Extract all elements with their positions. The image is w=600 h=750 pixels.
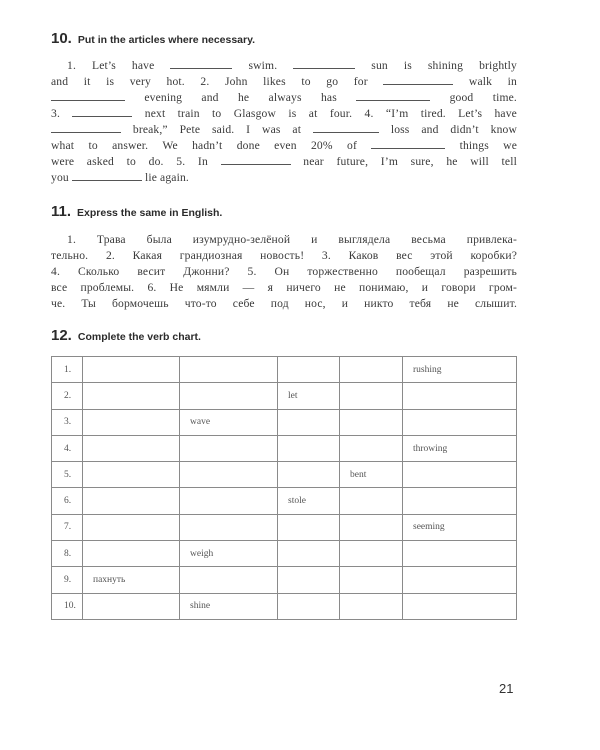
ex11-line-1: 1. Трава была изумрудно-зелёной и выглядела весьма привлека-	[67, 233, 517, 246]
exercise-11-heading	[51, 203, 222, 221]
row-number: 8.	[52, 541, 83, 567]
answer-blank[interactable]	[293, 58, 355, 69]
empty-answer-cell[interactable]	[340, 593, 403, 619]
ex11-line-2: тельно. 2. Какая грандиозная новость! 3. Каков вес этой коробки?	[51, 249, 517, 262]
verb-form-cell: seeming	[403, 514, 517, 540]
answer-blank[interactable]	[72, 106, 132, 117]
verb-form-cell: shine	[180, 593, 278, 619]
empty-answer-cell[interactable]	[83, 593, 180, 619]
verb-chart-row	[52, 409, 517, 435]
empty-answer-cell[interactable]	[83, 541, 180, 567]
verb-chart-row	[52, 514, 517, 540]
empty-answer-cell[interactable]	[180, 383, 278, 409]
empty-answer-cell[interactable]	[340, 514, 403, 540]
empty-answer-cell[interactable]	[340, 409, 403, 435]
row-number: 4.	[52, 435, 83, 461]
exercise-12-heading	[51, 327, 201, 345]
empty-answer-cell[interactable]	[403, 567, 517, 593]
empty-answer-cell[interactable]	[403, 409, 517, 435]
answer-blank[interactable]	[72, 170, 142, 181]
empty-answer-cell[interactable]	[180, 488, 278, 514]
ex11-line-4: все проблемы. 6. Не мямли — я ничего не понимаю, и говори гром-	[51, 281, 517, 294]
empty-answer-cell[interactable]	[403, 462, 517, 488]
empty-answer-cell[interactable]	[340, 435, 403, 461]
verb-chart-row	[52, 488, 517, 514]
row-number: 3.	[52, 409, 83, 435]
row-number: 9.	[52, 567, 83, 593]
ex10-line-3: evening and he always has good time.	[51, 90, 517, 106]
verb-chart-row	[52, 462, 517, 488]
exercise-10-number: 10.	[51, 30, 72, 47]
ex10-line-8: you lie again.	[51, 171, 189, 184]
empty-answer-cell[interactable]	[403, 541, 517, 567]
empty-answer-cell[interactable]	[340, 383, 403, 409]
empty-answer-cell[interactable]	[83, 409, 180, 435]
empty-answer-cell[interactable]	[278, 409, 340, 435]
empty-answer-cell[interactable]	[83, 462, 180, 488]
empty-answer-cell[interactable]	[403, 593, 517, 619]
empty-answer-cell[interactable]	[403, 488, 517, 514]
empty-answer-cell[interactable]	[180, 462, 278, 488]
answer-blank[interactable]	[51, 122, 121, 133]
verb-form-cell: stole	[278, 488, 340, 514]
verb-chart-row	[52, 541, 517, 567]
empty-answer-cell[interactable]	[180, 567, 278, 593]
ex11-line-3: 4. Сколько весит Джонни? 5. Он торжественно пообещал разрешить	[51, 265, 517, 278]
answer-blank[interactable]	[170, 58, 232, 69]
verb-form-cell: throwing	[403, 435, 517, 461]
exercise-10-heading	[51, 30, 255, 48]
verb-form-cell: rushing	[403, 357, 517, 383]
verb-chart-row	[52, 357, 517, 383]
empty-answer-cell[interactable]	[278, 593, 340, 619]
answer-blank[interactable]	[371, 138, 445, 149]
verb-chart-row	[52, 593, 517, 619]
answer-blank[interactable]	[51, 90, 125, 101]
exercise-10-title: Put in the articles where necessary.	[77, 34, 256, 46]
ex10-line-5: break,” Pete said. I was at loss and didn’t know	[51, 122, 517, 138]
verb-chart-row	[52, 435, 517, 461]
empty-answer-cell[interactable]	[83, 357, 180, 383]
answer-blank[interactable]	[383, 74, 453, 85]
empty-answer-cell[interactable]	[340, 541, 403, 567]
empty-answer-cell[interactable]	[83, 488, 180, 514]
ex10-line-6: what to answer. We hadn’t done even 20% of things we	[51, 139, 517, 152]
ex10-line-2: and it is very hot. 2. John likes to go for walk in	[51, 75, 517, 88]
row-number: 6.	[52, 488, 83, 514]
row-number: 2.	[52, 383, 83, 409]
answer-blank[interactable]	[221, 154, 291, 165]
ex10-line-4: 3. next train to Glasgow is at four. 4. “I’m tired. Let’s have	[51, 107, 517, 120]
row-number: 10.	[52, 593, 83, 619]
verb-chart-row	[52, 383, 517, 409]
empty-answer-cell[interactable]	[180, 514, 278, 540]
empty-answer-cell[interactable]	[278, 541, 340, 567]
row-number: 7.	[52, 514, 83, 540]
empty-answer-cell[interactable]	[340, 357, 403, 383]
empty-answer-cell[interactable]	[278, 435, 340, 461]
verb-form-cell: let	[278, 383, 340, 409]
exercise-12-number: 12.	[51, 327, 72, 344]
empty-answer-cell[interactable]	[340, 567, 403, 593]
empty-answer-cell[interactable]	[180, 357, 278, 383]
empty-answer-cell[interactable]	[83, 435, 180, 461]
exercise-11-title: Express the same in English.	[77, 207, 223, 219]
empty-answer-cell[interactable]	[278, 462, 340, 488]
exercise-11-number: 11.	[51, 203, 72, 220]
empty-answer-cell[interactable]	[403, 383, 517, 409]
empty-answer-cell[interactable]	[278, 357, 340, 383]
ex10-line-1: 1. Let’s have swim. sun is shining brightly	[67, 59, 517, 72]
empty-answer-cell[interactable]	[180, 435, 278, 461]
empty-answer-cell[interactable]	[340, 488, 403, 514]
empty-answer-cell[interactable]	[83, 383, 180, 409]
empty-answer-cell[interactable]	[278, 567, 340, 593]
row-number: 1.	[52, 357, 83, 383]
answer-blank[interactable]	[356, 90, 430, 101]
row-number: 5.	[52, 462, 83, 488]
ex11-line-5: че. Ты бормочешь что-то себе под нос, и никто тебя не слышит.	[51, 297, 517, 310]
answer-blank[interactable]	[313, 122, 379, 133]
page-number: 21	[499, 681, 514, 696]
verb-form-cell: bent	[340, 462, 403, 488]
verb-form-cell: wave	[180, 409, 278, 435]
verb-form-cell: weigh	[180, 541, 278, 567]
verb-chart-table	[51, 356, 517, 620]
exercise-12-title: Complete the verb chart.	[77, 331, 201, 343]
empty-answer-cell[interactable]	[83, 514, 180, 540]
empty-answer-cell[interactable]	[278, 514, 340, 540]
verb-form-cell: пахнуть	[83, 567, 180, 593]
verb-chart-row	[52, 567, 517, 593]
ex10-line-7: were asked to do. 5. In near future, I’m sure, he will tell	[51, 155, 517, 168]
